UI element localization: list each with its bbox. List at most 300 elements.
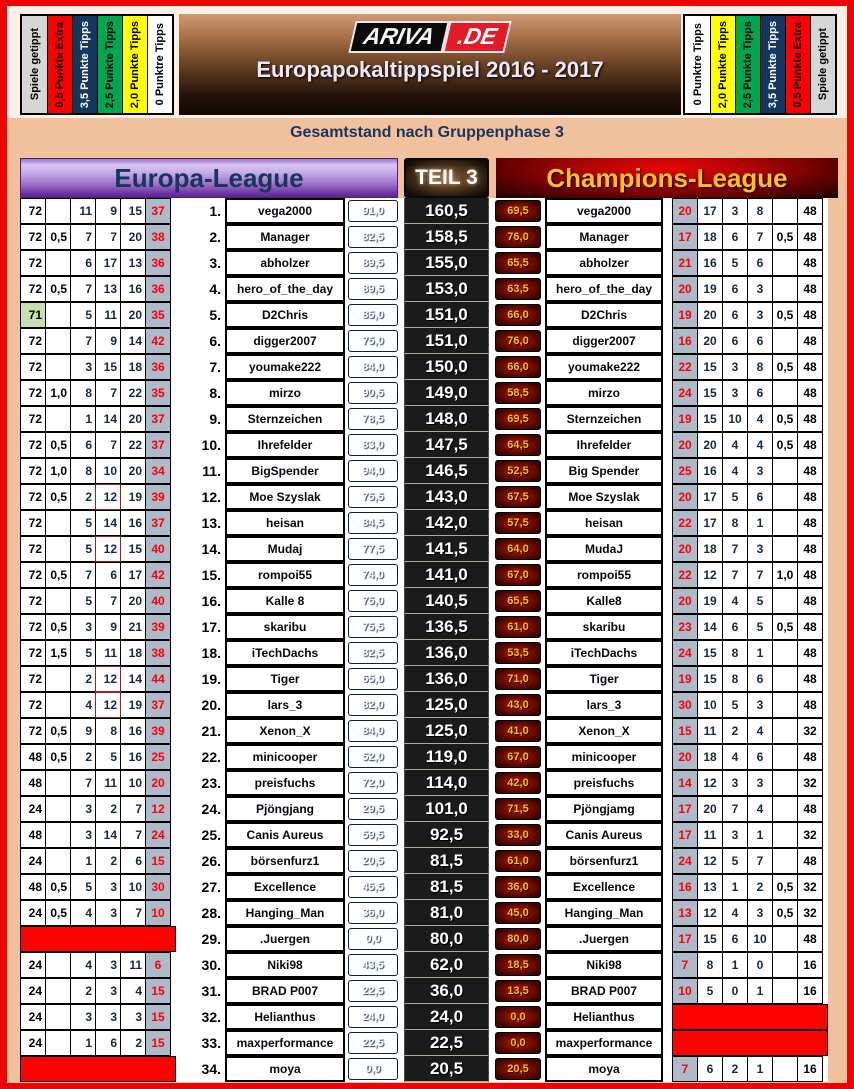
el-count-cell [45, 978, 71, 1004]
cl-count-cell: 6 [722, 328, 748, 354]
cl-count-cell: 3 [722, 770, 748, 796]
el-points-button: 85,0 [348, 304, 398, 326]
cl-player-name: skaribu [545, 614, 663, 640]
el-count-cell [45, 536, 71, 562]
cl-count-cell: 8 [697, 952, 723, 978]
cl-count-cell: 10 [747, 926, 773, 952]
cl-count-cell: 0,5 [772, 354, 798, 380]
cl-player-name: Canis Aureus [545, 822, 663, 848]
el-points-button: 84,0 [348, 720, 398, 742]
teil3-total-cell: 136,0 [404, 640, 489, 666]
el-count-cell: 2 [95, 796, 121, 822]
cl-player-name: digger2007 [545, 328, 663, 354]
rank-label: 6. [209, 333, 221, 349]
cl-count-cell: 32 [797, 718, 823, 744]
cl-count-cell [772, 484, 798, 510]
el-player-name: Moe Szyslak [225, 484, 345, 510]
rank-label: 21. [201, 723, 221, 739]
page-inner [7, 6, 847, 1083]
cl-count-cell: 10 [672, 978, 698, 1004]
el-player-name: Mudaj [225, 536, 345, 562]
teil3-total-cell: 149,0 [404, 380, 489, 406]
el-points-button: 24,0 [348, 1006, 398, 1028]
cl-count-cell: 6 [697, 1056, 723, 1082]
el-count-cell [45, 588, 71, 614]
el-count-cell: 37 [145, 406, 171, 432]
el-count-cell: 72 [20, 224, 46, 250]
el-count-cell: 1 [70, 848, 96, 874]
el-count-cell: 4 [120, 978, 146, 1004]
legend-label: 3,5 Punkte Tipps [767, 20, 779, 109]
el-count-cell: 9 [95, 198, 121, 224]
cl-count-cell: 7 [722, 562, 748, 588]
cl-count-cell: 48 [797, 224, 823, 250]
el-count-cell: 7 [120, 796, 146, 822]
el-player-name: rompoi55 [225, 562, 345, 588]
rank-label: 4. [209, 281, 221, 297]
el-counts-table [20, 848, 171, 874]
el-count-cell: 0,5 [45, 900, 71, 926]
cl-counts-table [672, 874, 823, 900]
cl-player-name: Niki98 [545, 952, 663, 978]
el-player-name: Niki98 [225, 952, 345, 978]
cl-count-cell: 5 [722, 484, 748, 510]
rank-label: 25. [201, 827, 221, 843]
teil3-total-cell: 81,0 [404, 900, 489, 926]
cl-count-cell: 17 [697, 510, 723, 536]
el-player-name: Tiger [225, 666, 345, 692]
cl-counts-table [672, 588, 823, 614]
el-player-name: Helianthus [225, 1004, 345, 1030]
el-count-cell: 25 [145, 744, 171, 770]
el-count-cell: 72 [20, 510, 46, 536]
el-points-button: 65,0 [348, 668, 398, 690]
el-count-cell: 0,5 [45, 614, 71, 640]
teil3-total-cell: 155,0 [404, 250, 489, 276]
cl-count-cell [772, 328, 798, 354]
el-count-cell: 72 [20, 406, 46, 432]
el-count-cell: 48 [20, 770, 46, 796]
cl-points-button: 69,5 [495, 408, 541, 430]
teil3-total-cell: 150,0 [404, 354, 489, 380]
el-count-cell: 42 [145, 328, 171, 354]
el-count-cell: 3 [70, 796, 96, 822]
cl-count-cell: 48 [797, 276, 823, 302]
cl-player-name: vega2000 [545, 198, 663, 224]
cl-count-cell: 11 [697, 822, 723, 848]
el-counts-table [20, 874, 171, 900]
teil3-total-cell: 136,0 [404, 666, 489, 692]
el-count-cell: 3 [95, 874, 121, 900]
cl-count-cell: 4 [722, 458, 748, 484]
el-count-cell: 72 [20, 250, 46, 276]
el-count-cell: 72 [20, 614, 46, 640]
cl-count-cell: 3 [747, 302, 773, 328]
teil3-total-cell: 62,0 [404, 952, 489, 978]
el-count-cell [45, 848, 71, 874]
el-count-cell: 22 [120, 432, 146, 458]
el-count-cell: 16 [120, 510, 146, 536]
el-count-cell: 15 [120, 198, 146, 224]
cl-count-cell: 20 [697, 328, 723, 354]
cl-counts-table [672, 666, 823, 692]
cl-count-cell: 3 [747, 536, 773, 562]
el-counts-table [20, 1030, 171, 1056]
cl-counts-table [672, 432, 823, 458]
el-count-cell: 10 [95, 458, 121, 484]
el-count-cell: 15 [95, 354, 121, 380]
el-count-cell: 18 [120, 640, 146, 666]
cl-count-cell [772, 536, 798, 562]
el-count-cell: 1,0 [45, 458, 71, 484]
el-count-cell: 72 [20, 458, 46, 484]
el-count-cell: 72 [20, 692, 46, 718]
cl-count-cell: 16 [697, 458, 723, 484]
el-count-cell: 19 [120, 484, 146, 510]
teil3-total-cell: 114,0 [404, 770, 489, 796]
el-counts-table [20, 432, 171, 458]
el-count-cell: 15 [145, 848, 171, 874]
el-points-button: 59,5 [348, 824, 398, 846]
cl-count-cell: 30 [672, 692, 698, 718]
el-player-name: hero_of_the_day [225, 276, 345, 302]
cl-count-cell: 12 [697, 562, 723, 588]
cl-player-name: iTechDachs [545, 640, 663, 666]
el-count-cell: 36 [145, 276, 171, 302]
cl-count-cell: 5 [722, 848, 748, 874]
el-count-cell: 1 [70, 406, 96, 432]
teil3-total-cell: 119,0 [404, 744, 489, 770]
cl-count-cell [772, 666, 798, 692]
el-count-cell: 11 [95, 770, 121, 796]
cl-count-cell [772, 848, 798, 874]
cl-count-cell: 1 [722, 952, 748, 978]
cl-count-cell: 15 [697, 354, 723, 380]
el-count-cell: 24 [20, 1004, 46, 1030]
el-points-button: 72,0 [348, 772, 398, 794]
el-counts-table [20, 952, 171, 978]
cl-count-cell [772, 640, 798, 666]
cl-count-cell: 14 [672, 770, 698, 796]
el-count-cell: 7 [95, 588, 121, 614]
el-counts-table [20, 718, 171, 744]
el-count-cell: 2 [95, 848, 121, 874]
cl-count-cell: 6 [747, 666, 773, 692]
el-counts-table [20, 458, 171, 484]
cl-points-button: 65,5 [495, 590, 541, 612]
el-counts-table [20, 614, 171, 640]
el-points-button: 94,0 [348, 460, 398, 482]
el-count-cell [45, 1030, 71, 1056]
legend-label: 0,5 Punkte Extra [54, 21, 66, 108]
teil3-total-cell: 125,0 [404, 718, 489, 744]
cl-count-cell: 6 [722, 302, 748, 328]
cl-count-cell: 7 [747, 848, 773, 874]
el-points-button: 77,5 [348, 538, 398, 560]
teil3-total-cell: 81,5 [404, 848, 489, 874]
cl-count-cell: 0,5 [772, 614, 798, 640]
cl-player-name: Sternzeichen [545, 406, 663, 432]
cl-count-cell [772, 1056, 798, 1082]
cl-count-cell [772, 692, 798, 718]
el-player-name: .Juergen [225, 926, 345, 952]
cl-counts-table [672, 510, 823, 536]
el-count-cell: 6 [70, 432, 96, 458]
cl-count-cell: 18 [697, 744, 723, 770]
cl-counts-table [672, 796, 823, 822]
teil3-total-cell: 141,5 [404, 536, 489, 562]
cl-counts-table [672, 848, 823, 874]
el-count-cell: 14 [95, 406, 121, 432]
teil3-total-cell: 22,5 [404, 1030, 489, 1056]
el-count-cell: 2 [70, 744, 96, 770]
cl-count-cell [772, 952, 798, 978]
cl-count-cell: 3 [747, 692, 773, 718]
el-count-cell: 7 [70, 562, 96, 588]
el-count-cell: 7 [70, 770, 96, 796]
el-points-button: 82,5 [348, 642, 398, 664]
el-count-cell: 36 [145, 354, 171, 380]
legend-column [22, 16, 47, 113]
legend-column [122, 16, 147, 113]
cl-player-name: Xenon_X [545, 718, 663, 744]
el-player-name: Kalle 8 [225, 588, 345, 614]
cl-points-button: 63,5 [495, 278, 541, 300]
cl-counts-table [672, 458, 823, 484]
cl-counts-table [672, 822, 823, 848]
el-points-button: 90,5 [348, 382, 398, 404]
teil3-total-cell: 92,5 [404, 822, 489, 848]
cl-count-cell: 20 [697, 796, 723, 822]
el-points-button: 43,5 [348, 954, 398, 976]
el-count-cell: 71 [20, 302, 46, 328]
el-count-cell: 3 [95, 978, 121, 1004]
cl-player-name: MudaJ [545, 536, 663, 562]
el-count-cell: 9 [95, 328, 121, 354]
cl-count-cell: 48 [797, 484, 823, 510]
el-counts-table [20, 796, 171, 822]
cl-missing-data-strip [672, 1004, 828, 1030]
cl-player-name: youmake222 [545, 354, 663, 380]
el-count-cell: 7 [120, 900, 146, 926]
cl-count-cell: 48 [797, 198, 823, 224]
el-missing-data-strip [20, 1056, 176, 1082]
cl-count-cell [772, 978, 798, 1004]
cl-counts-table [672, 614, 823, 640]
el-counts-table [20, 978, 171, 1004]
el-count-cell: 44 [145, 666, 171, 692]
el-count-cell: 12 [95, 536, 121, 562]
el-points-button: 29,5 [348, 798, 398, 820]
cl-player-name: Moe Szyslak [545, 484, 663, 510]
cl-counts-table [672, 1056, 823, 1082]
cl-count-cell: 48 [797, 562, 823, 588]
cl-counts-table [672, 692, 823, 718]
cl-count-cell: 48 [797, 848, 823, 874]
el-player-name: Manager [225, 224, 345, 250]
el-count-cell: 8 [70, 458, 96, 484]
cl-count-cell: 5 [747, 588, 773, 614]
cl-points-button: 67,0 [495, 564, 541, 586]
cl-count-cell: 5 [722, 250, 748, 276]
el-counts-table [20, 666, 171, 692]
el-count-cell: 37 [145, 198, 171, 224]
cl-player-name: Manager [545, 224, 663, 250]
cl-points-button: 36,0 [495, 876, 541, 898]
rank-label: 24. [201, 801, 221, 817]
cl-counts-table [672, 276, 823, 302]
cl-count-cell: 19 [672, 666, 698, 692]
teil3-total-cell: 136,5 [404, 614, 489, 640]
el-count-cell: 72 [20, 562, 46, 588]
el-counts-table [20, 770, 171, 796]
el-count-cell: 72 [20, 588, 46, 614]
el-count-cell: 3 [70, 822, 96, 848]
cl-count-cell: 7 [672, 1056, 698, 1082]
cl-count-cell: 3 [747, 276, 773, 302]
cl-count-cell: 48 [797, 458, 823, 484]
cl-count-cell: 8 [722, 510, 748, 536]
el-count-cell: 16 [120, 718, 146, 744]
cl-points-button: 65,5 [495, 252, 541, 274]
cl-count-cell: 3 [747, 458, 773, 484]
el-player-name: BigSpender [225, 458, 345, 484]
el-player-name: heisan [225, 510, 345, 536]
el-counts-table [20, 224, 171, 250]
rank-label: 33. [201, 1035, 221, 1051]
cl-player-name: börsenfurz1 [545, 848, 663, 874]
cl-points-button: 45,0 [495, 902, 541, 924]
cl-count-cell: 7 [672, 952, 698, 978]
el-count-cell: 3 [95, 952, 121, 978]
teil3-total-cell: 147,5 [404, 432, 489, 458]
el-count-cell: 40 [145, 588, 171, 614]
rank-label: 1. [209, 203, 221, 219]
cl-counts-table [672, 718, 823, 744]
cl-count-cell: 20 [672, 536, 698, 562]
el-player-name: Excellence [225, 874, 345, 900]
teil3-total-cell: 160,5 [404, 198, 489, 224]
el-points-button: 91,0 [348, 200, 398, 222]
cl-count-cell: 20 [672, 744, 698, 770]
el-count-cell: 0,5 [45, 744, 71, 770]
cl-points-button: 76,0 [495, 226, 541, 248]
cl-points-button: 61,0 [495, 850, 541, 872]
cl-points-button: 53,5 [495, 642, 541, 664]
cl-count-cell: 17 [697, 198, 723, 224]
cl-count-cell: 0,5 [772, 224, 798, 250]
teil3-total-cell: 20,5 [404, 1056, 489, 1082]
el-count-cell [45, 796, 71, 822]
cl-points-button: 20,5 [495, 1058, 541, 1080]
rank-label: 7. [209, 359, 221, 375]
cl-count-cell: 20 [672, 432, 698, 458]
el-count-cell: 72 [20, 640, 46, 666]
cl-count-cell: 32 [797, 900, 823, 926]
cl-player-name: moya [545, 1056, 663, 1082]
cl-count-cell: 32 [797, 770, 823, 796]
rank-label: 29. [201, 931, 221, 947]
teil3-total-cell: 125,0 [404, 692, 489, 718]
el-count-cell: 39 [145, 718, 171, 744]
el-player-name: börsenfurz1 [225, 848, 345, 874]
el-count-cell: 14 [95, 510, 121, 536]
cl-count-cell: 32 [797, 874, 823, 900]
cl-counts-table [672, 900, 823, 926]
teil3-total-cell: 143,0 [404, 484, 489, 510]
el-counts-table [20, 380, 171, 406]
el-count-cell: 3 [70, 614, 96, 640]
rank-label: 15. [201, 567, 221, 583]
el-count-cell: 14 [95, 822, 121, 848]
cl-count-cell [772, 276, 798, 302]
el-count-cell: 3 [95, 1004, 121, 1030]
teil3-total-cell: 158,5 [404, 224, 489, 250]
el-count-cell: 4 [70, 952, 96, 978]
page-title: Europapokaltippspiel 2016 - 2017 [256, 57, 604, 82]
el-player-name: Pjöngjang [225, 796, 345, 822]
cl-player-name: Kalle8 [545, 588, 663, 614]
champions-league-header: Champions-League [496, 158, 838, 198]
cl-count-cell: 8 [747, 354, 773, 380]
el-count-cell: 4 [70, 900, 96, 926]
el-count-cell: 12 [95, 692, 121, 718]
cl-player-name: Big Spender [545, 458, 663, 484]
el-count-cell: 9 [70, 718, 96, 744]
cl-count-cell [772, 822, 798, 848]
cl-count-cell: 15 [697, 380, 723, 406]
cl-count-cell: 15 [697, 666, 723, 692]
cl-count-cell: 19 [697, 588, 723, 614]
el-count-cell [45, 822, 71, 848]
cl-count-cell: 24 [672, 640, 698, 666]
cl-count-cell: 48 [797, 588, 823, 614]
ariva-logo [354, 23, 506, 51]
el-count-cell: 24 [20, 848, 46, 874]
legend-label: 2,5 Punkte Tipps [104, 20, 116, 109]
cl-counts-table [672, 406, 823, 432]
el-count-cell [45, 302, 71, 328]
el-count-cell: 24 [145, 822, 171, 848]
el-counts-table [20, 1004, 171, 1030]
cl-points-button: 42,0 [495, 772, 541, 794]
el-player-name: Hanging_Man [225, 900, 345, 926]
cl-player-name: lars_3 [545, 692, 663, 718]
cl-count-cell: 0,5 [772, 432, 798, 458]
cl-count-cell: 17 [697, 484, 723, 510]
cl-points-button: 41,0 [495, 720, 541, 742]
cl-count-cell [772, 796, 798, 822]
el-player-name: digger2007 [225, 328, 345, 354]
cl-count-cell: 16 [797, 1056, 823, 1082]
el-count-cell: 48 [20, 744, 46, 770]
cl-player-name: D2Chris [545, 302, 663, 328]
cl-counts-table [672, 744, 823, 770]
cl-player-name: Pjöngjamg [545, 796, 663, 822]
teil3-total-cell: 151,0 [404, 328, 489, 354]
cl-count-cell [772, 588, 798, 614]
el-count-cell: 2 [70, 484, 96, 510]
rank-label: 34. [201, 1061, 221, 1077]
cl-count-cell: 6 [747, 250, 773, 276]
cl-count-cell [772, 718, 798, 744]
cl-player-name: Hanging_Man [545, 900, 663, 926]
el-count-cell: 14 [120, 666, 146, 692]
teil3-total-cell: 142,0 [404, 510, 489, 536]
cl-count-cell: 32 [797, 822, 823, 848]
cl-count-cell: 24 [672, 380, 698, 406]
legend-label: 3,5 Punkte Tipps [79, 20, 91, 109]
